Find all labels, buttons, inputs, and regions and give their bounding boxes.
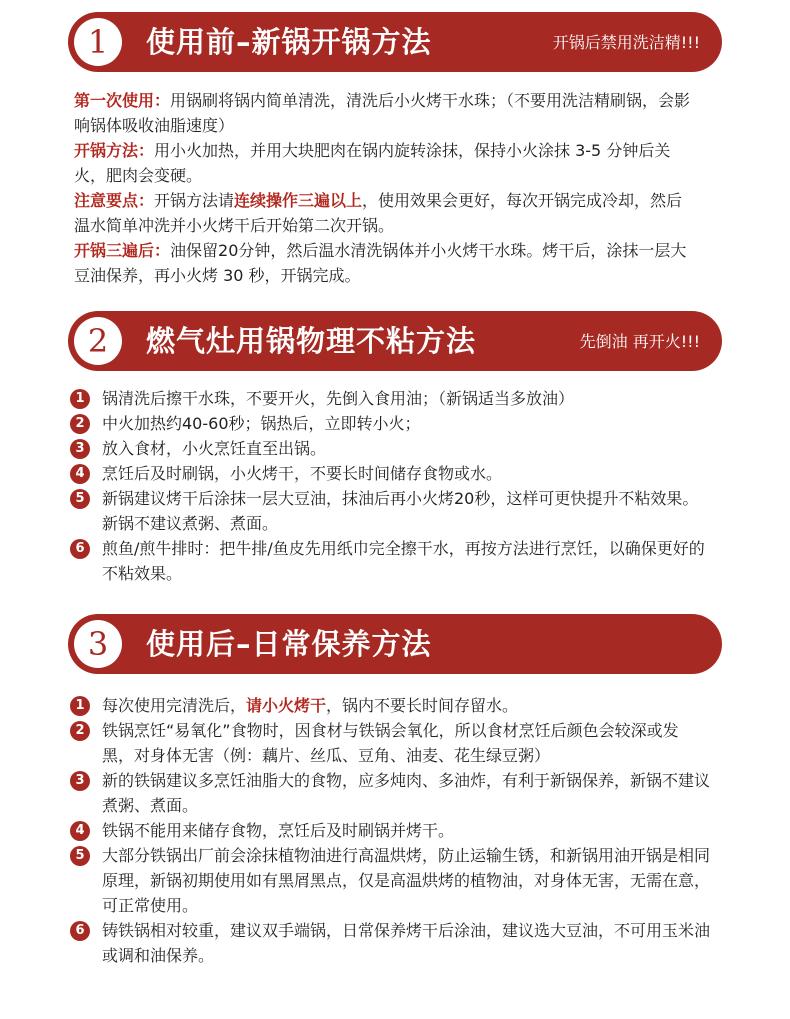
section-2-number: 2 (74, 317, 122, 365)
list-item (70, 461, 710, 486)
paragraph-label: 第一次使用： (74, 91, 171, 110)
list-item-text: 铸铁锅相对较重，建议双手端锅，日常保养烤干后涂油，建议选大豆油，不可用玉米油或调和油保养。 (102, 921, 711, 965)
list-item-pre: 每次使用完清洗后， (102, 696, 247, 715)
list-item (70, 693, 710, 718)
list-item-text: 中火加热约40-60秒；锅热后，立即转小火； (102, 414, 421, 433)
paragraph-text: 用小火加热，并用大块肥肉在锅内旋转涂抹，保持小火涂抹 3-5 分钟后关火，肥肉会变硬。 (74, 141, 671, 185)
paragraph-after-three-times (74, 238, 694, 288)
list-item-highlight: 请小火烤干 (246, 696, 327, 715)
list-item-text: 新锅建议烤干后涂抹一层大豆油，抹油后再小火烤20秒，这样可更快提升不粘效果。新锅不建议煮粥、煮面。 (102, 489, 699, 533)
paragraph-pre: 开锅方法请 (154, 191, 235, 210)
section-1-title: 使用前–新锅开锅方法 (146, 25, 432, 59)
list-item-text: 铁锅不能用来储存食物，烹饪后及时刷锅并烤干。 (102, 821, 455, 840)
list-item (70, 843, 710, 918)
section-2-title: 燃气灶用锅物理不粘方法 (146, 324, 477, 358)
step-number-badge: 2 (70, 414, 90, 434)
paragraph-text: 用锅刷将锅内简单清洗，清洗后小火烤干水珠；（不要用洗洁精刷锅，会影响锅体吸收油脂速度） (74, 91, 691, 135)
list-item-text: 铁锅烹饪“易氧化”食物时，因食材与铁锅会氧化，所以食材烹饪后颜色会较深或发黑，对身体无害（例：藕片、丝瓜、豆角、油麦、花生绿豆粥） (102, 721, 679, 765)
list-item (70, 818, 710, 843)
step-number-badge: 5 (70, 489, 90, 509)
list-item (70, 768, 710, 818)
step-number-badge: 4 (70, 464, 90, 484)
step-number-badge: 6 (70, 921, 90, 941)
section-1-body (74, 88, 694, 288)
paragraph-text: 油保留20分钟，然后温水清洗锅体并小火烤干水珠。烤干后，涂抹一层大豆油保养，再小火烤 30 秒，开锅完成。 (74, 241, 687, 285)
paragraph-text: ，使用效果会更好，每次开锅完成冷却，然后温水简单冲洗并小火烤干后开始第二次开锅。 (74, 191, 683, 235)
list-item-text: ，锅内不要长时间存留水。 (326, 696, 519, 715)
section-1-number: 1 (74, 18, 122, 66)
section-1-banner (68, 12, 722, 72)
paragraph-seasoning-method (74, 138, 694, 188)
list-item (70, 718, 710, 768)
list-item-text: 锅清洗后擦干水珠，不要开火，先倒入食用油；（新锅适当多放油） (102, 389, 575, 408)
list-item (70, 486, 710, 536)
paragraph-label: 注意要点： (74, 191, 155, 210)
step-number-badge: 3 (70, 771, 90, 791)
section-2-subtitle: 先倒油 再开火!!! (579, 332, 700, 351)
list-item-text: 煎鱼/煎牛排时：把牛排/鱼皮先用纸巾完全擦干水，再按方法进行烹饪，以确保更好的不粘效果。 (102, 539, 705, 583)
list-item (70, 536, 710, 586)
list-item-text: 烹饪后及时刷锅，小火烤干，不要长时间储存食物或水。 (102, 464, 503, 483)
paragraph-label: 开锅三遍后： (74, 241, 171, 260)
list-item (70, 436, 710, 461)
list-item (70, 918, 710, 968)
step-number-badge: 5 (70, 846, 90, 866)
list-item-text: 放入食材，小火烹饪直至出锅。 (102, 439, 327, 458)
list-item (70, 411, 710, 436)
section-3-title: 使用后–日常保养方法 (146, 627, 432, 661)
step-number-badge: 6 (70, 539, 90, 559)
step-number-badge: 1 (70, 696, 90, 716)
step-number-badge: 4 (70, 821, 90, 841)
list-item (70, 386, 710, 411)
paragraph-first-use (74, 88, 694, 138)
section-3-banner (68, 614, 722, 674)
paragraph-key-points (74, 188, 694, 238)
section-3-number: 3 (74, 620, 122, 668)
list-item-text: 大部分铁锅出厂前会涂抹植物油进行高温烘烤，防止运输生锈，和新锅用油开锅是相同原理，新锅初期使用如有黑屑黑点，仅是高温烘烤的植物油，对身体无害，无需在意，可正常使用。 (102, 846, 711, 915)
section-3-list (70, 693, 710, 968)
section-2-list (70, 386, 710, 586)
step-number-badge: 2 (70, 721, 90, 741)
section-2-banner (68, 311, 722, 371)
step-number-badge: 3 (70, 439, 90, 459)
paragraph-highlight: 连续操作三遍以上 (234, 191, 363, 210)
paragraph-label: 开锅方法： (74, 141, 155, 160)
section-1-subtitle: 开锅后禁用洗洁精!!! (552, 33, 700, 52)
list-item-text: 新的铁锅建议多烹饪油脂大的食物，应多炖肉、多油炸，有利于新锅保养，新锅不建议煮粥、煮面。 (102, 771, 711, 815)
step-number-badge: 1 (70, 389, 90, 409)
